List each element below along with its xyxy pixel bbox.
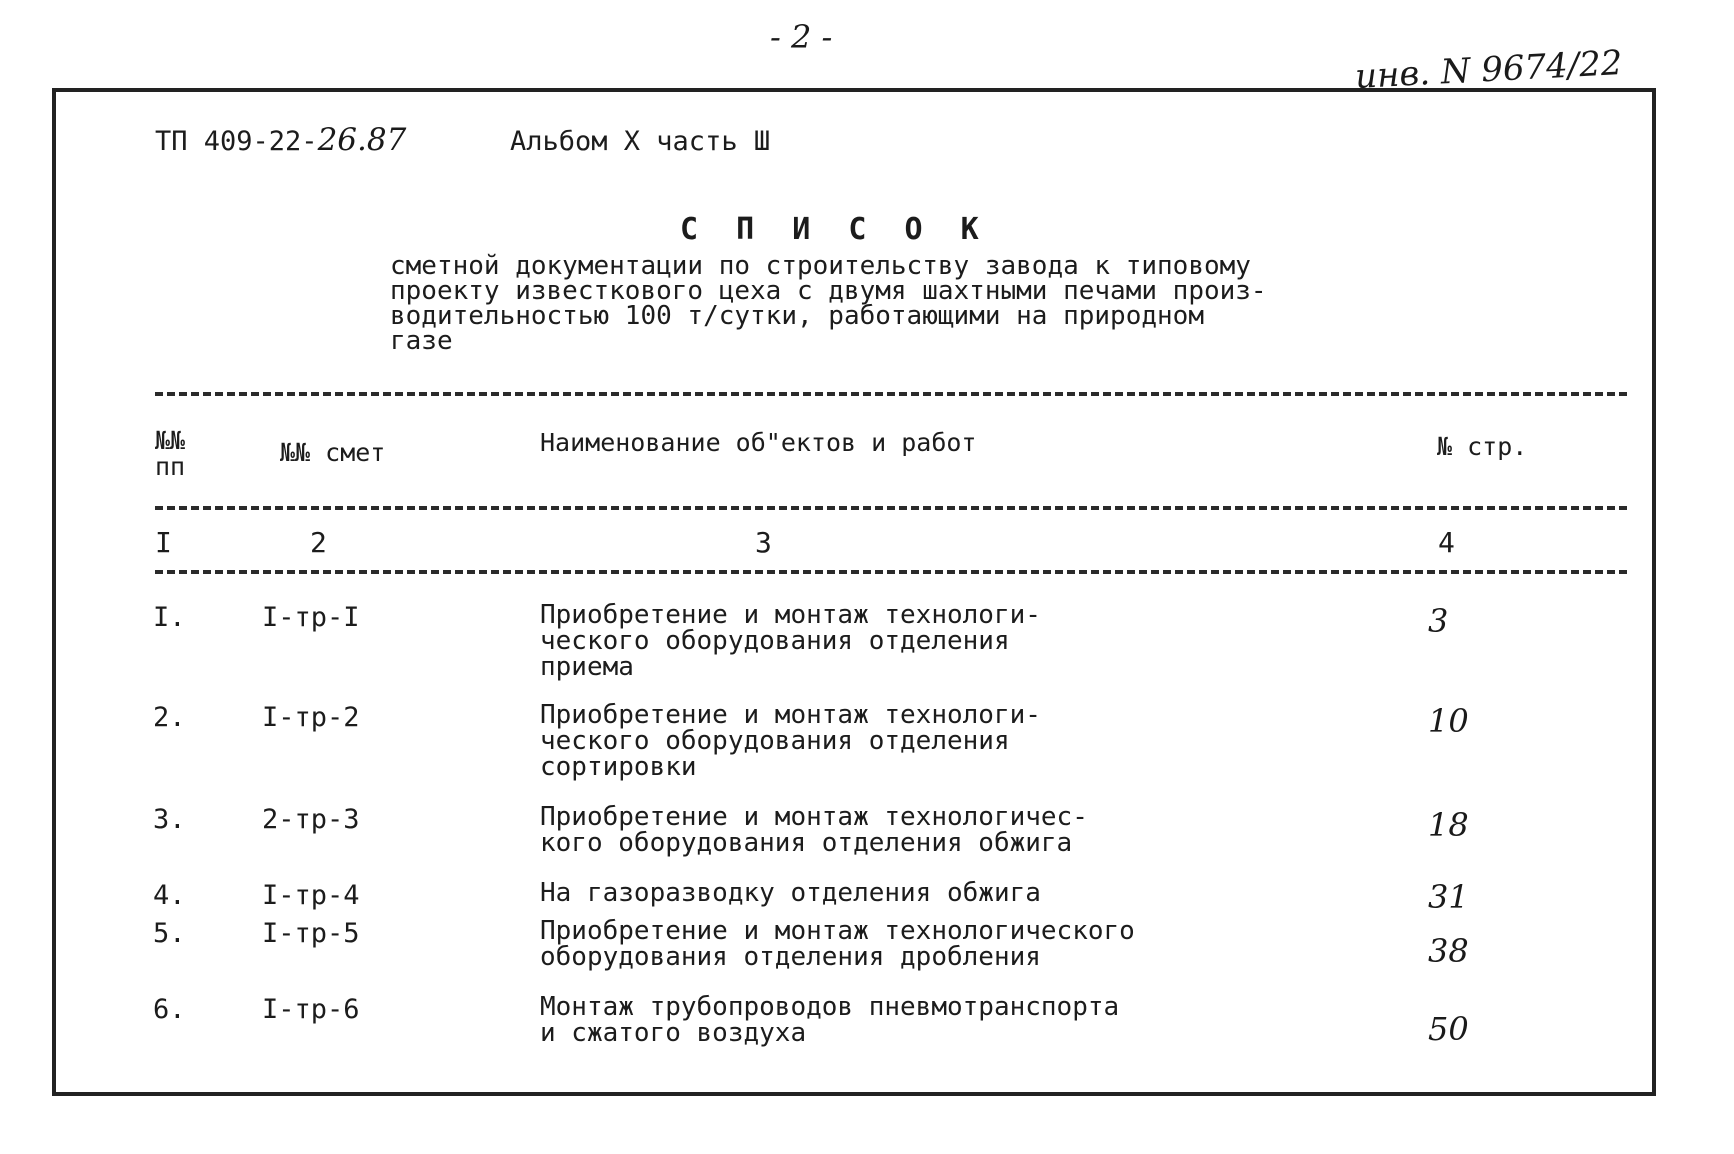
estimate-number: I-тр-6 bbox=[262, 994, 360, 1025]
page-reference: 31 bbox=[1428, 878, 1469, 916]
dashed-divider bbox=[155, 570, 1627, 574]
object-name: Приобретение и монтаж технологичес- кого оборудования отделения обжига bbox=[540, 802, 1088, 858]
row-number: 2. bbox=[153, 702, 186, 733]
row-number: 4. bbox=[153, 880, 186, 911]
list-title: С П И С О К bbox=[680, 212, 989, 247]
page-number: - 2 - bbox=[770, 18, 833, 56]
column-number: I bbox=[155, 526, 172, 559]
document-code-handwritten: 26.87 bbox=[317, 122, 407, 158]
column-number: 3 bbox=[755, 526, 772, 559]
object-name: Монтаж трубопроводов пневмотранспорта и сжатого воздуха bbox=[540, 992, 1120, 1048]
object-name: Приобретение и монтаж технологического оборудования отделения дробления bbox=[540, 916, 1135, 972]
dashed-divider bbox=[155, 392, 1627, 396]
column-number: 4 bbox=[1438, 526, 1455, 559]
object-name: На газоразводку отделения обжига bbox=[540, 878, 1041, 908]
header-object-name: Наименование об"ектов и работ bbox=[540, 428, 977, 457]
row-number: I. bbox=[153, 602, 186, 633]
object-name: Приобретение и монтаж технологи- ческого оборудования отделения сортировки bbox=[540, 700, 1041, 782]
header-estimate-number: №№ смет bbox=[280, 438, 386, 467]
row-number: 6. bbox=[153, 994, 186, 1025]
estimate-number: I-тр-4 bbox=[262, 880, 360, 911]
header-row-number: №№ пп bbox=[155, 426, 186, 481]
album-label: Альбом X часть Ш bbox=[510, 126, 771, 157]
inventory-number: инв. N 9674/22 bbox=[1354, 43, 1624, 97]
estimate-number: I-тр-I bbox=[262, 602, 360, 633]
row-number: 5. bbox=[153, 918, 186, 949]
estimate-number: 2-тр-3 bbox=[262, 804, 360, 835]
row-number: 3. bbox=[153, 804, 186, 835]
header-page-number: № стр. bbox=[1437, 432, 1528, 461]
column-number: 2 bbox=[310, 526, 327, 559]
page-reference: 38 bbox=[1428, 932, 1469, 970]
estimate-number: I-тр-5 bbox=[262, 918, 360, 949]
list-subtitle: сметной документации по строительству завода к типовому проекту известкового цеха с двумя шахтными печами произ- водительностью 100 т/сутки, работающими на природном газе bbox=[390, 251, 1267, 356]
object-name: Приобретение и монтаж технологи- ческого оборудования отделения приема bbox=[540, 600, 1041, 682]
page-reference: 3 bbox=[1428, 602, 1449, 640]
page-reference: 18 bbox=[1428, 806, 1469, 844]
document-code-typed: ТП 409-22- bbox=[155, 126, 318, 157]
estimate-number: I-тр-2 bbox=[262, 702, 360, 733]
document-code bbox=[155, 122, 406, 158]
page-reference: 10 bbox=[1428, 702, 1469, 740]
page-reference: 50 bbox=[1428, 1010, 1469, 1048]
dashed-divider bbox=[155, 506, 1627, 510]
